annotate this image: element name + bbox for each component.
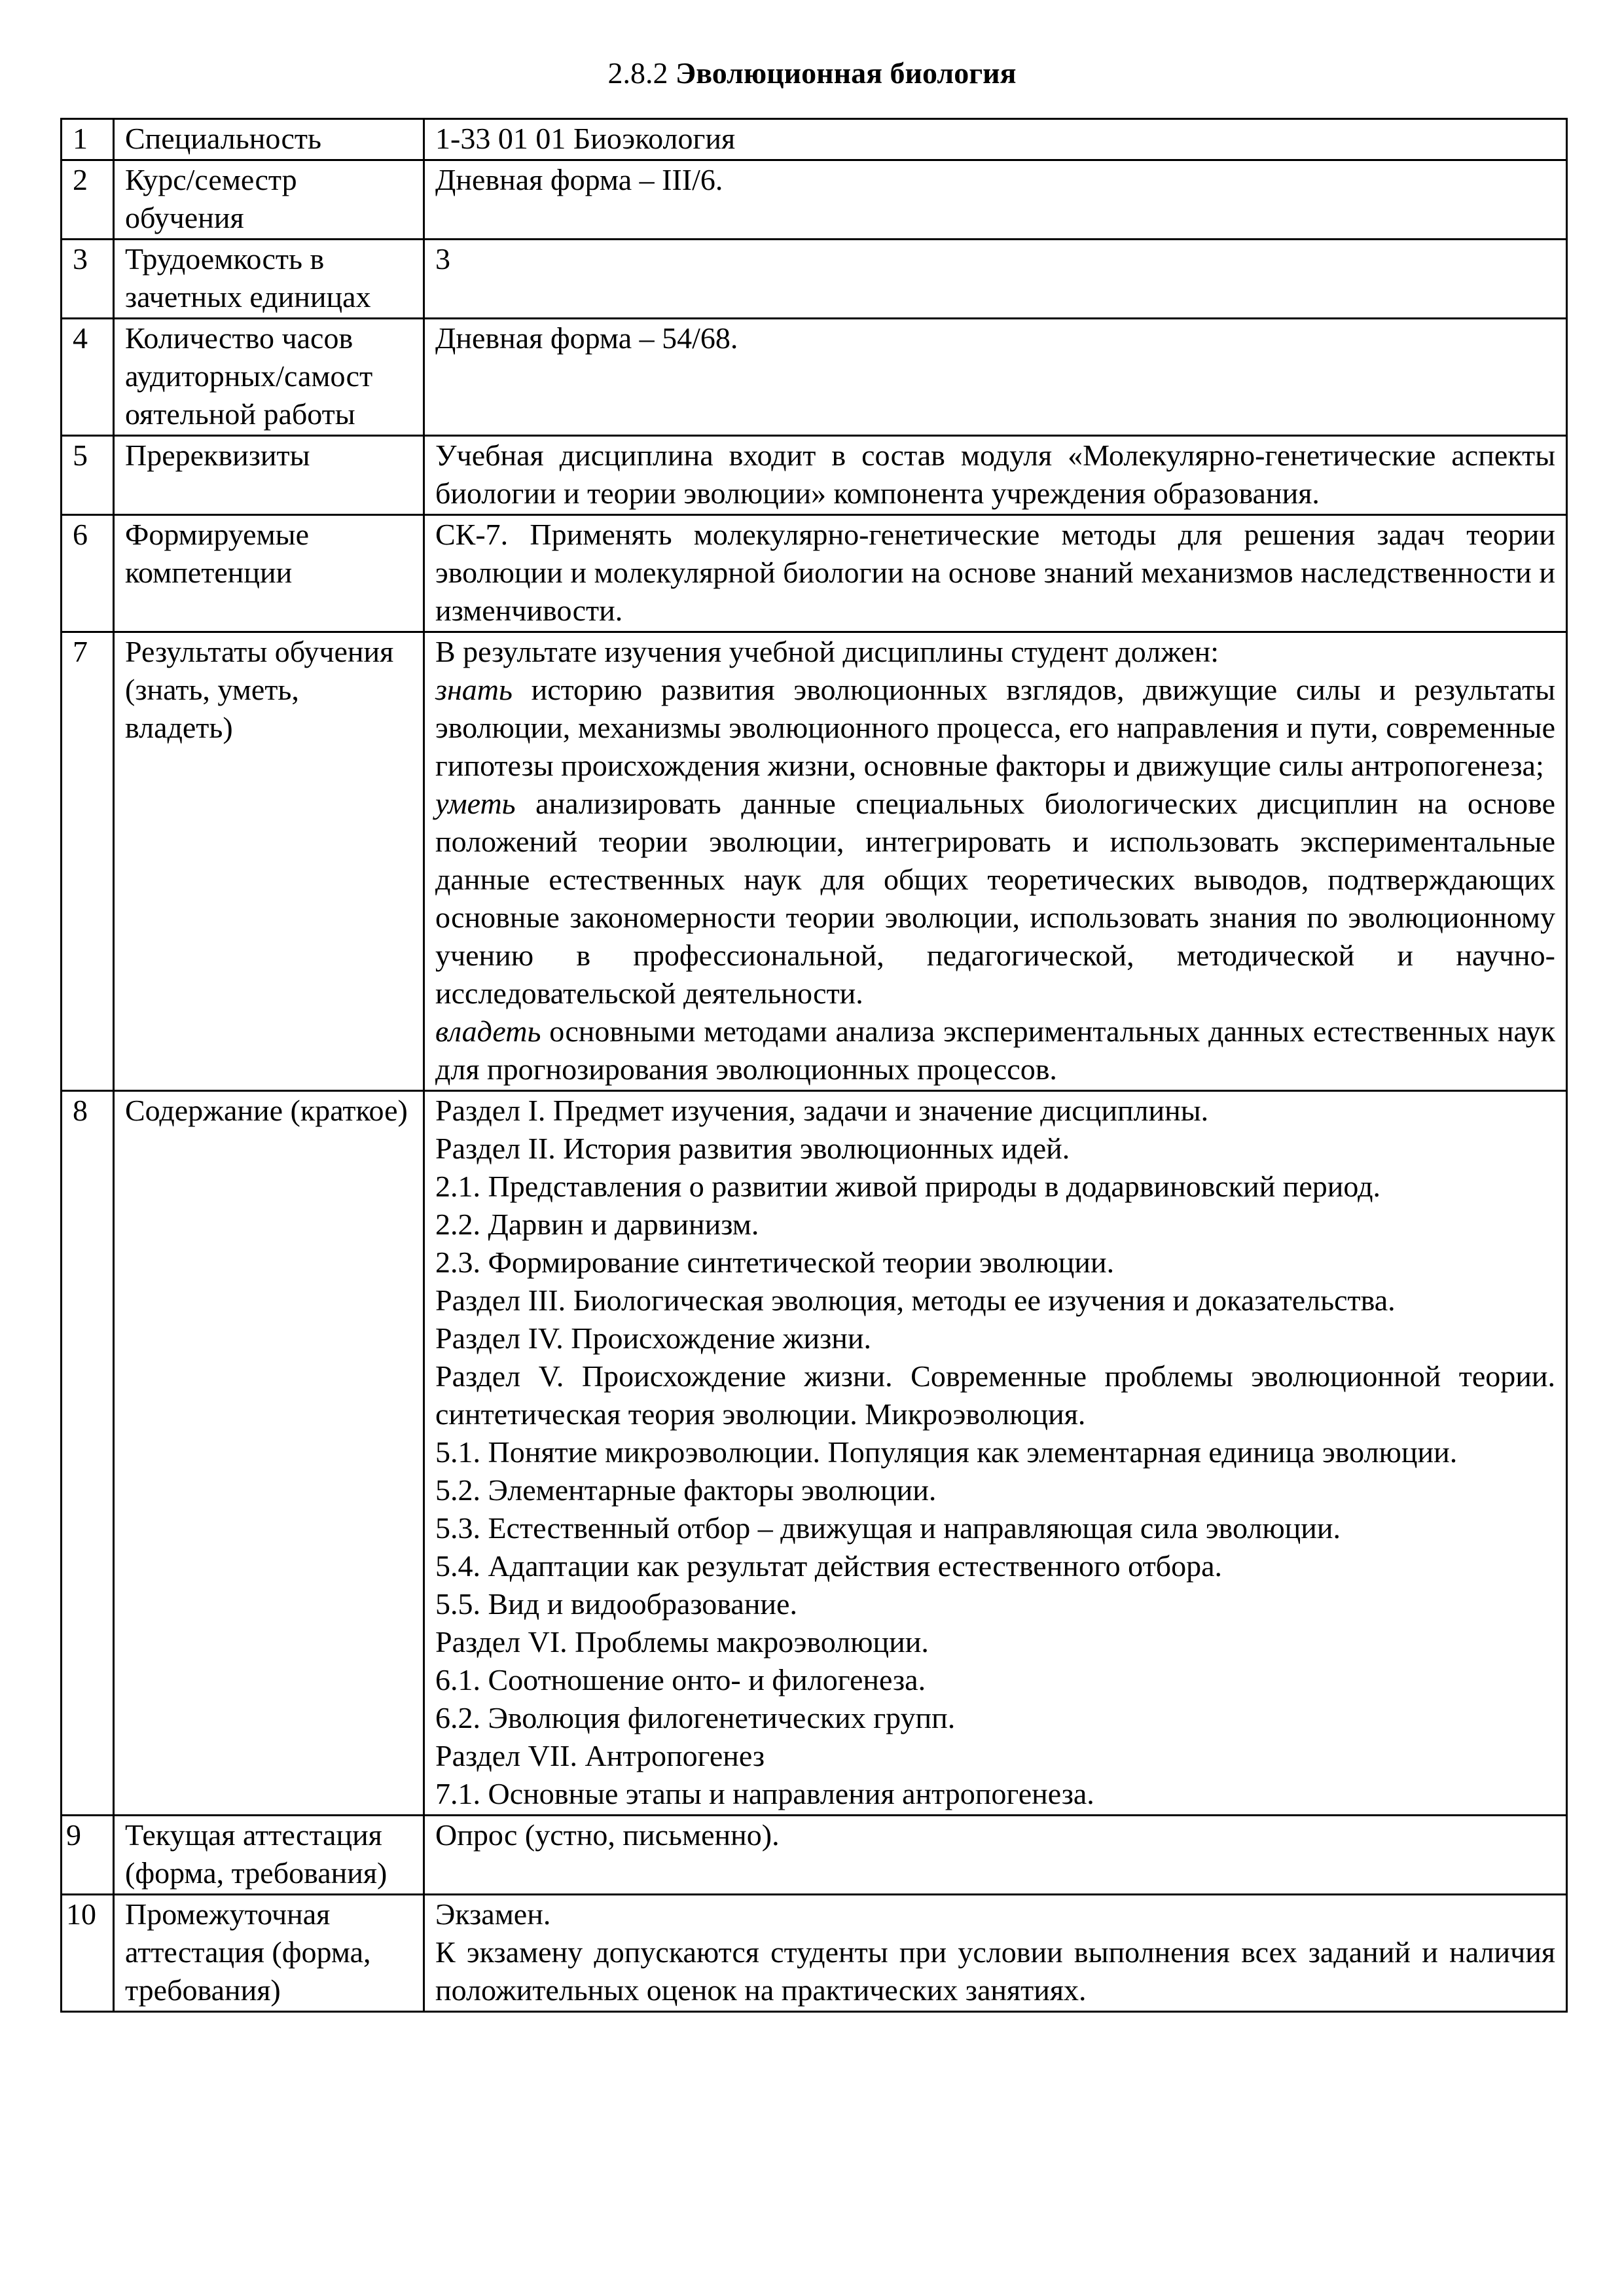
row-number: 3 [62,240,114,319]
row-number: 7 [62,632,114,1091]
content-line: Раздел I. Предмет изучения, задачи и значение дисциплины. [435,1094,1209,1127]
content-line: Раздел V. Происхождение жизни. Современные проблемы эволюционной теории. синтетическая теория эволюции. Микроэволюция. [435,1359,1555,1431]
row-label: Промежуточная аттестация (форма, требования) [114,1895,424,2012]
page-title [0,54,1624,93]
table-row [62,515,1567,632]
table-row [62,319,1567,436]
row-label: Курс/семестр обучения [114,160,424,240]
table-row [62,1816,1567,1895]
table-row [62,160,1567,240]
row-label: Трудоемкость в зачетных единицах [114,240,424,319]
exam-requirements: К экзамену допускаются студенты при условии выполнения всех заданий и наличия положительных оценок на практических занятиях. [435,1935,1555,2007]
row-content: Учебная дисциплина входит в состав модуля «Молекулярно-генетические аспекты биологии и теории эволюции» компонента учреждения образования. [424,436,1567,515]
content-line: 6.2. Эволюция филогенетических групп. [435,1701,956,1734]
results-know [435,671,1555,785]
content-line: 5.5. Вид и видообразование. [435,1587,797,1621]
content-line: 2.1. Представления о развитии живой природы в додарвиновский период. [435,1170,1380,1203]
row-label: Количество часов аудиторных/самост оятельной работы [114,319,424,436]
content-line: Раздел VII. Антропогенез [435,1739,765,1772]
table-row [62,632,1567,1091]
row-content: Дневная форма – III/6. [424,160,1567,240]
results-own [435,1013,1555,1088]
content-line: 5.3. Естественный отбор – движущая и направляющая сила эволюции. [435,1511,1341,1545]
row-content: 1-33 01 01 Биоэкология [424,119,1567,160]
own-text: основными методами анализа экспериментальных данных естественных наук для прогнозирования эволюционных процессов. [435,1014,1555,1086]
title-name: Эволюционная биология [676,56,1017,90]
row-content: Опрос (устно, письменно). [424,1816,1567,1895]
content-line: 2.3. Формирование синтетической теории эволюции. [435,1246,1115,1279]
row-label: Текущая аттестация (форма, требования) [114,1816,424,1895]
row-content [424,1895,1567,2012]
know-text: историю развития эволюционных взглядов, движущие силы и результаты эволюции, механизмы эволюционного процесса, его направления и пути, современные гипотезы происхождения жизни, основные факторы и движущие силы антропогенеза; [435,673,1555,782]
row-number: 5 [62,436,114,515]
row-number: 9 [62,1816,114,1895]
results-intro: В результате изучения учебной дисциплины студент должен: [435,635,1219,668]
results-can [435,785,1555,1013]
row-content: Дневная форма – 54/68. [424,319,1567,436]
own-term: владеть [435,1014,541,1048]
row-number: 10 [62,1895,114,2012]
exam-line: Экзамен. [435,1897,551,1931]
content-line: Раздел II. История развития эволюционных идей. [435,1132,1070,1165]
can-term: уметь [435,787,516,820]
content-line: Раздел IV. Происхождение жизни. [435,1321,872,1355]
can-text: анализировать данные специальных биологических дисциплин на основе положений теории эволюции, интегрировать и использовать экспериментальные данные естественных наук для общих теоретических выводов, подтверждающих основные закономерности теории эволюции, использовать знания по эволюционному учению в профессиональной, педагогической, методической и научно-исследовательской деятельности. [435,787,1555,1010]
row-label: Содержание (краткое) [114,1091,424,1816]
content-line: 6.1. Соотношение онто- и филогенеза. [435,1663,926,1696]
content-line: Раздел VI. Проблемы макроэволюции. [435,1625,929,1659]
know-term: знать [435,673,513,706]
row-number: 8 [62,1091,114,1816]
content-line: 5.4. Адаптации как результат действия естественного отбора. [435,1549,1222,1583]
content-line: Раздел III. Биологическая эволюция, методы ее изучения и доказательства. [435,1283,1396,1317]
row-content: 3 [424,240,1567,319]
row-label: Пререквизиты [114,436,424,515]
row-number: 2 [62,160,114,240]
row-number: 4 [62,319,114,436]
table-row [62,1895,1567,2012]
row-number: 1 [62,119,114,160]
table-row [62,1091,1567,1816]
content-line: 2.2. Дарвин и дарвинизм. [435,1208,759,1241]
syllabus-table [60,118,1568,2013]
row-content: СК-7. Применять молекулярно-генетические методы для решения задач теории эволюции и молекулярной биологии на основе знаний механизмов наследственности и изменчивости. [424,515,1567,632]
row-number: 6 [62,515,114,632]
row-label: Формируемые компетенции [114,515,424,632]
row-label: Специальность [114,119,424,160]
table-row [62,436,1567,515]
title-number: 2.8.2 [607,56,676,90]
content-line: 5.1. Понятие микроэволюции. Популяция как элементарная единица эволюции. [435,1435,1458,1469]
content-line: 5.2. Элементарные факторы эволюции. [435,1473,937,1507]
row-label: Результаты обучения (знать, уметь, владеть) [114,632,424,1091]
table-row [62,119,1567,160]
content-line: 7.1. Основные этапы и направления антропогенеза. [435,1777,1094,1810]
row-content [424,632,1567,1091]
row-content [424,1091,1567,1816]
table-row [62,240,1567,319]
